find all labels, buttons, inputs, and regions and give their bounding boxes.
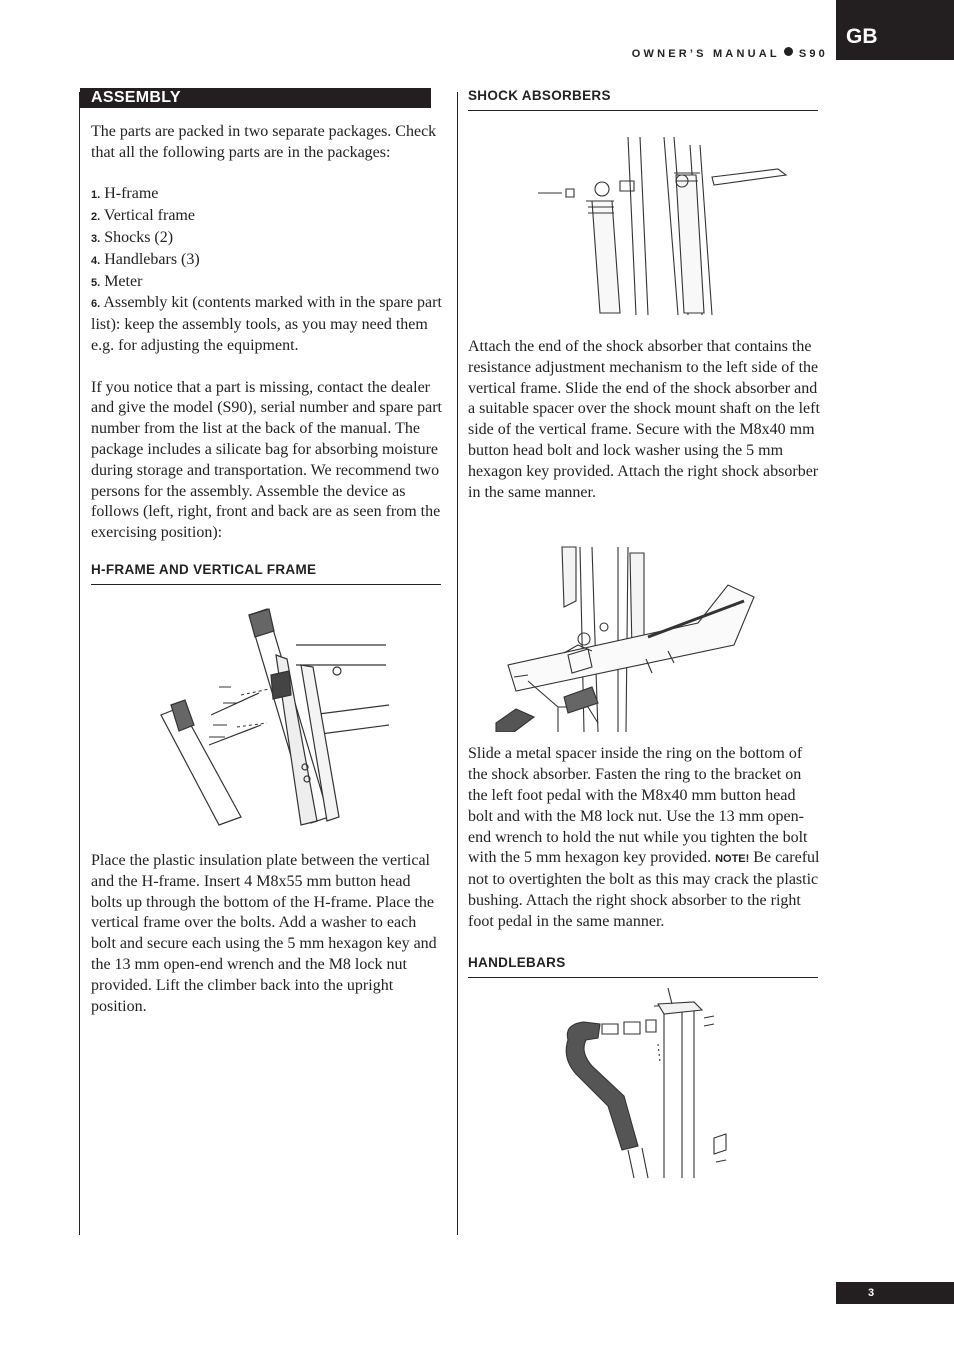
shock-absorber-illustration [468,111,820,321]
list-item: 2. Vertical frame [91,207,195,225]
running-header [632,47,828,60]
bullet-dot-icon [784,47,793,56]
list-item: 4. Handlebars (3) [91,250,200,268]
parts-list [91,184,443,356]
page-number: 3 [836,1282,954,1304]
assembly-heading: ASSEMBLY [80,88,431,108]
missing-parts-paragraph: If you notice that a part is missing, contact the dealer and give the model (S90), serial number and spare part number from the list at the back of the manual. The package includes a silicate bag for absorbing moisture during storage and transportation. We recommend two persons for the assembly. Assemble the device as follows (left, right, front and back are as seen from the exercising position): [91,378,442,542]
right-column [468,88,820,1178]
note-label: NOTE! [715,853,750,866]
language-tab: GB [836,0,954,60]
list-item: 6. Assembly kit (contents marked with in the spare part list): keep the assembly tools, as you may need them e.g. for adjusting the equipment. [91,294,442,354]
h-frame-heading: H-FRAME AND VERTICAL FRAME [91,562,441,585]
h-frame-illustration [91,585,443,835]
shock-absorbers-heading: SHOCK ABSORBERS [468,88,818,111]
foot-pedal-instructions: Slide a metal spacer inside the ring on the bottom of the shock absorber. Fasten the ring to the bracket on the left foot pedal with the M8x40 mm button head bolt and with the M8 lock nut. Use the 13 mm open-end wrench to hold the nut while you tighten the bolt with the 5 mm hexagon key provided. NOTE! Be careful not to overtighten the bolt as this may crack the plastic bushing. Attach the right shock absorber to the right foot pedal in the same manner. [468,745,820,930]
model-name: S90 [798,48,828,60]
list-item: 1. H-frame [91,185,159,203]
assembly-intro: The parts are packed in two separate packages. Check that all the following parts are in the packages: [91,123,437,161]
manual-title: OWNER’S MANUAL [631,48,780,60]
handlebars-illustration [468,978,820,1178]
h-frame-instructions: Place the plastic insulation plate between the vertical and the H-frame. Insert 4 M8x55 mm button head bolts up through the bottom of the H-frame. Place the vertical frame over the bolts. Add a washer to each bolt and secure each using the 5 mm hexagon key and the 13 mm open-end wrench and the M8 lock nut provided. Lift the climber back into the upright position. [91,851,437,1015]
list-item: 3. Shocks (2) [91,228,174,246]
foot-pedal-illustration [468,527,820,732]
left-column [91,88,443,1017]
shock-mount-instructions: Attach the end of the shock absorber that contains the resistance adjustment mechanism to the left side of the vertical frame. Slide the end of the shock absorber and a suitable spacer over the shock mount shaft on the left side of the vertical frame. Secure with the M8x40 mm button head bolt and lock washer using the 5 mm hexagon key provided. Attach the right shock absorber in the same manner. [468,338,820,501]
middle-column-rule [457,92,458,1235]
handlebars-heading: HANDLEBARS [468,955,818,978]
left-column-rule [79,92,80,1235]
list-item: 5. Meter [91,272,143,290]
